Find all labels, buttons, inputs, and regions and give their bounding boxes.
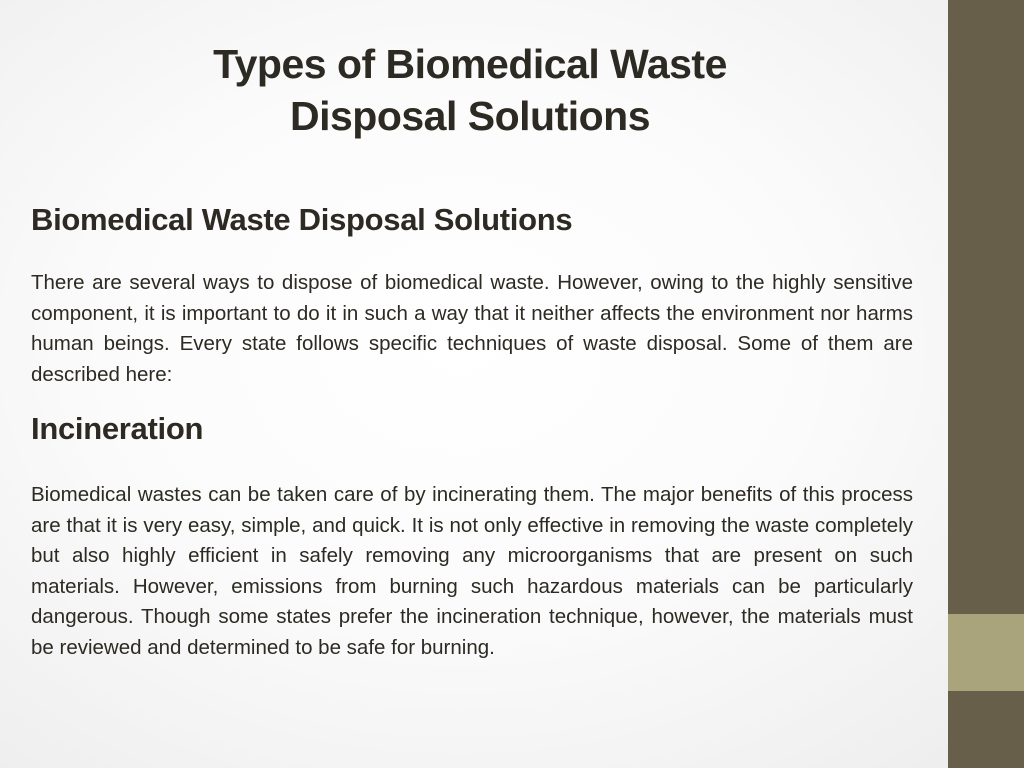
section-heading-incineration: Incineration <box>31 411 204 446</box>
section-body-incineration: Biomedical wastes can be taken care of by incinerating them. The major benefits of this process are that it is very easy, simple, and quick. It is not only effective in removing the waste completely but also highly efficient in safely removing any microorganisms that are present on such materials. However, emissions from burning such hazardous materials can be particularly dangerous. Though some states prefer the incineration technique, however, the materials must be reviewed and determined to be safe for burning. <box>31 483 913 659</box>
slide-title <box>120 38 820 142</box>
slide-content <box>31 198 913 663</box>
slide-title-line-2: Disposal Solutions <box>289 93 651 139</box>
section-body-disposal-solutions: There are several ways to dispose of biomedical waste. However, owing to the highly sensitive component, it is important to do it in such a way that it neither affects the environment nor harms human beings. Every state follows specific techniques of waste disposal. Some of them are described here: <box>31 271 913 386</box>
decorative-side-accent <box>948 614 1024 691</box>
slide-title-line-1: Types of Biomedical Waste <box>213 41 727 87</box>
section-heading-disposal-solutions: Biomedical Waste Disposal Solutions <box>31 202 573 237</box>
